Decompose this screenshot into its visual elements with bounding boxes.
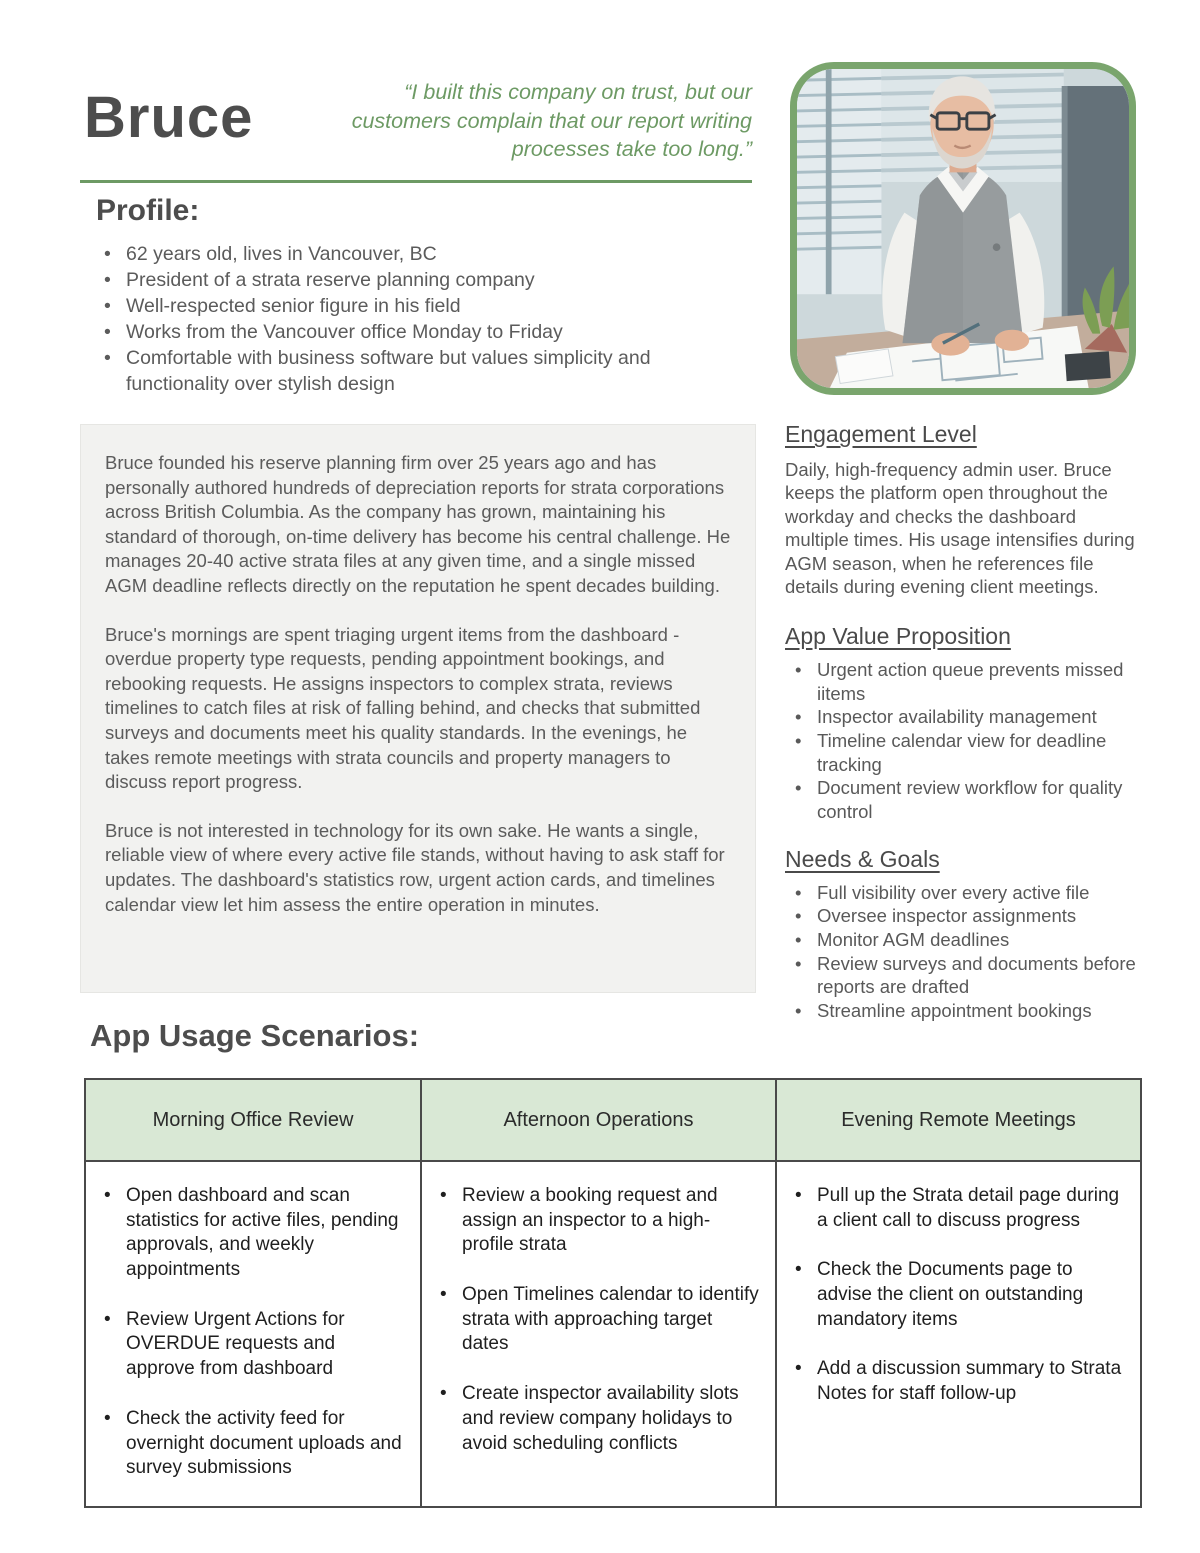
profile-heading: Profile:: [96, 194, 200, 227]
value-proposition-heading: App Value Proposition: [785, 622, 1011, 649]
persona-name: Bruce: [84, 85, 254, 150]
right-column: [785, 421, 1141, 1045]
list-item: • Pull up the Strata detail page during a client call to discuss progress: [785, 1184, 1126, 1233]
list-item: • Review Urgent Actions for OVERDUE requests and approve from dashboard: [94, 1308, 406, 1382]
list-item: • Inspector availability management: [785, 705, 1141, 729]
list-item: • 62 years old, lives in Vancouver, BC: [98, 242, 746, 268]
needs-goals-heading: Needs & Goals: [785, 845, 940, 872]
persona-photo-illustration: [797, 69, 1129, 388]
scenarios-body-row: [85, 1161, 1141, 1507]
list-item: • Create inspector availability slots and review company holidays to avoid scheduling conflicts: [430, 1382, 761, 1456]
engagement-heading: Engagement Level: [785, 421, 977, 447]
list-item: • Document review workflow for quality control: [785, 776, 1141, 823]
scenario-evening-list: [785, 1184, 1126, 1407]
persona-photo: [790, 62, 1136, 395]
value-proposition-list: [785, 658, 1141, 824]
list-item: • Streamline appointment bookings: [785, 999, 1141, 1023]
needs-goals-list: [785, 881, 1141, 1023]
bio-paragraph: Bruce's mornings are spent triaging urgent items from the dashboard - overdue property type requests, pending appointment bookings, and rebooking requests. He assigns inspectors to complex strata, reviews timelines to catch files at risk of falling behind, and checks that submitted surveys and documents meet his quality standards. In the evenings, he takes remote meetings with strata councils and property managers to discuss report progress.: [105, 623, 701, 793]
scenario-morning-list: [94, 1184, 406, 1481]
list-item: • Review surveys and documents before reports are drafted: [785, 952, 1141, 999]
scenario-cell-evening: [776, 1161, 1141, 1507]
bio-paragraph: Bruce founded his reserve planning firm over 25 years ago and has personally authored hundreds of depreciation reports for strata corporations across British Columbia. As the company has grown, maintaining his standard of thorough, on-time delivery has become his central challenge. He manages 20-40 active strata files at any given time, and a single missed AGM deadline reflects directly on the reputation he spent decades building.: [105, 452, 731, 596]
list-item: • Review a booking request and assign an inspector to a high-profile strata: [430, 1184, 761, 1258]
profile-list: [98, 242, 746, 398]
list-item: • Add a discussion summary to Strata Notes for staff follow-up: [785, 1357, 1126, 1406]
scenario-column-header: Evening Remote Meetings: [776, 1079, 1141, 1161]
engagement-text: Daily, high-frequency admin user. Bruce keeps the platform open throughout the workday and checks the dashboard multiple times. His usage intensifies during AGM season, when he references file details during evening client meetings.: [785, 459, 1135, 598]
list-item: • Comfortable with business software but values simplicity and functionality over stylish design: [98, 346, 746, 398]
list-item: • Works from the Vancouver office Monday to Friday: [98, 320, 746, 346]
list-item: • Well-respected senior figure in his field: [98, 294, 746, 320]
scenario-column-header: Morning Office Review: [85, 1079, 421, 1161]
persona-quote: “I built this company on trust, but our customers complain that our report writing processes take too long.”: [351, 80, 752, 162]
scenarios-header-row: [85, 1079, 1141, 1161]
scenarios-heading: App Usage Scenarios:: [90, 1018, 420, 1053]
list-item: • President of a strata reserve planning company: [98, 268, 746, 294]
list-item: • Open dashboard and scan statistics for active files, pending approvals, and weekly appointments: [94, 1184, 406, 1283]
scenario-column-header: Afternoon Operations: [421, 1079, 776, 1161]
list-item: • Timeline calendar view for deadline tracking: [785, 729, 1141, 776]
header-divider: [80, 180, 752, 183]
list-item: • Monitor AGM deadlines: [785, 928, 1141, 952]
bio-box: [80, 424, 756, 993]
list-item: • Oversee inspector assignments: [785, 904, 1141, 928]
list-item: • Urgent action queue prevents missed iitems: [785, 658, 1141, 705]
list-item: • Check the activity feed for overnight document uploads and survey submissions: [94, 1407, 406, 1481]
value-proposition-section: [785, 623, 1141, 824]
needs-goals-section: [785, 846, 1141, 1023]
bio-paragraph: Bruce is not interested in technology for its own sake. He wants a single, reliable view of where every active file stands, without having to ask staff for updates. The dashboard's statistics row, urgent action cards, and timelines calendar view let him assess the entire operation in minutes.: [105, 819, 725, 915]
scenario-cell-afternoon: [421, 1161, 776, 1507]
list-item: • Full visibility over every active file: [785, 881, 1141, 905]
list-item: • Open Timelines calendar to identify strata with approaching target dates: [430, 1283, 761, 1357]
scenario-cell-morning: [85, 1161, 421, 1507]
list-item: • Check the Documents page to advise the client on outstanding mandatory items: [785, 1258, 1126, 1332]
engagement-section: [785, 421, 1141, 599]
scenarios-table: [84, 1078, 1142, 1508]
scenario-afternoon-list: [430, 1184, 761, 1456]
